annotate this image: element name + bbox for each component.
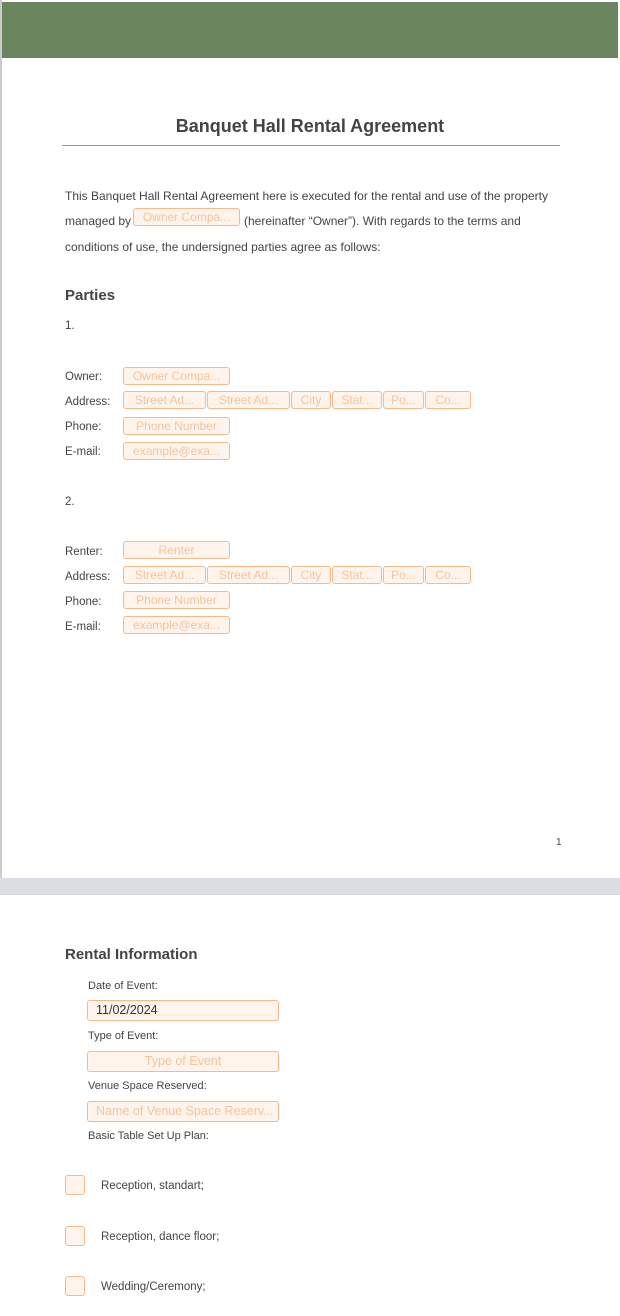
renter-label: Renter: <box>65 546 103 558</box>
renter-city-field[interactable]: City <box>291 566 331 584</box>
reception-dance-floor-label: Reception, dance floor; <box>101 1231 220 1243</box>
intro-owner-field[interactable]: Owner Compa... <box>133 208 240 226</box>
renter-address-label: Address: <box>65 571 111 583</box>
date-field[interactable]: 11/02/2024 <box>87 1000 279 1021</box>
renter-street-2-field[interactable]: Street Ad... <box>207 566 290 584</box>
owner-address-label: Address: <box>65 396 111 408</box>
owner-postal-field[interactable]: Po... <box>383 391 424 409</box>
venue-label: Venue Space Reserved: <box>88 1080 207 1092</box>
intro-line-2-post: (hereinafter “Owner”). With regards to the terms and <box>244 214 521 228</box>
renter-postal-field[interactable]: Po... <box>383 566 424 584</box>
renter-phone-label: Phone: <box>65 596 102 608</box>
owner-country-field[interactable]: Co... <box>425 391 471 409</box>
reception-dance-floor-checkbox[interactable] <box>65 1226 85 1246</box>
party-1-number: 1. <box>65 320 75 332</box>
renter-email-field[interactable]: example@exa... <box>123 616 230 634</box>
type-field[interactable]: Type of Event <box>87 1051 279 1072</box>
renter-email-label: E-mail: <box>65 621 101 633</box>
owner-label: Owner: <box>65 371 103 383</box>
venue-field[interactable]: Name of Venue Space Reserv... <box>87 1101 279 1122</box>
document-title: Banquet Hall Rental Agreement <box>175 116 445 136</box>
parties-heading: Parties <box>65 287 116 304</box>
type-label: Type of Event: <box>88 1030 159 1042</box>
renter-country-field[interactable]: Co... <box>425 566 471 584</box>
renter-phone-field[interactable]: Phone Number <box>123 591 230 609</box>
title-divider <box>62 145 560 146</box>
wedding-ceremony-checkbox[interactable] <box>65 1276 85 1296</box>
owner-email-label: E-mail: <box>65 446 101 458</box>
owner-city-field[interactable]: City <box>291 391 331 409</box>
reception-standart-checkbox[interactable] <box>65 1175 85 1195</box>
owner-phone-field[interactable]: Phone Number <box>123 417 230 435</box>
page-separator <box>0 878 620 895</box>
owner-phone-label: Phone: <box>65 421 102 433</box>
intro-line-3: conditions of use, the undersigned parties agree as follows: <box>65 240 381 254</box>
owner-state-field[interactable]: Stat... <box>332 391 382 409</box>
intro-line-2-pre: managed by <box>65 214 132 228</box>
intro-line-1: This Banquet Hall Rental Agreement here is executed for the rental and use of the property <box>65 189 548 203</box>
page-number: 1 <box>556 837 562 848</box>
renter-name-field[interactable]: Renter <box>123 541 230 559</box>
reception-standart-label: Reception, standart; <box>101 1180 204 1192</box>
renter-street-1-field[interactable]: Street Ad... <box>123 566 206 584</box>
table-plan-label: Basic Table Set Up Plan: <box>88 1130 209 1142</box>
date-label: Date of Event: <box>88 980 158 992</box>
owner-email-field[interactable]: example@exa... <box>123 442 230 460</box>
renter-state-field[interactable]: Stat... <box>332 566 382 584</box>
rental-heading: Rental Information <box>65 946 198 963</box>
owner-name-field[interactable]: Owner Compa... <box>123 367 230 385</box>
party-2-number: 2. <box>65 496 75 508</box>
owner-street-1-field[interactable]: Street Ad... <box>123 391 206 409</box>
owner-street-2-field[interactable]: Street Ad... <box>207 391 290 409</box>
wedding-ceremony-label: Wedding/Ceremony; <box>101 1281 206 1293</box>
header-banner <box>2 2 618 58</box>
